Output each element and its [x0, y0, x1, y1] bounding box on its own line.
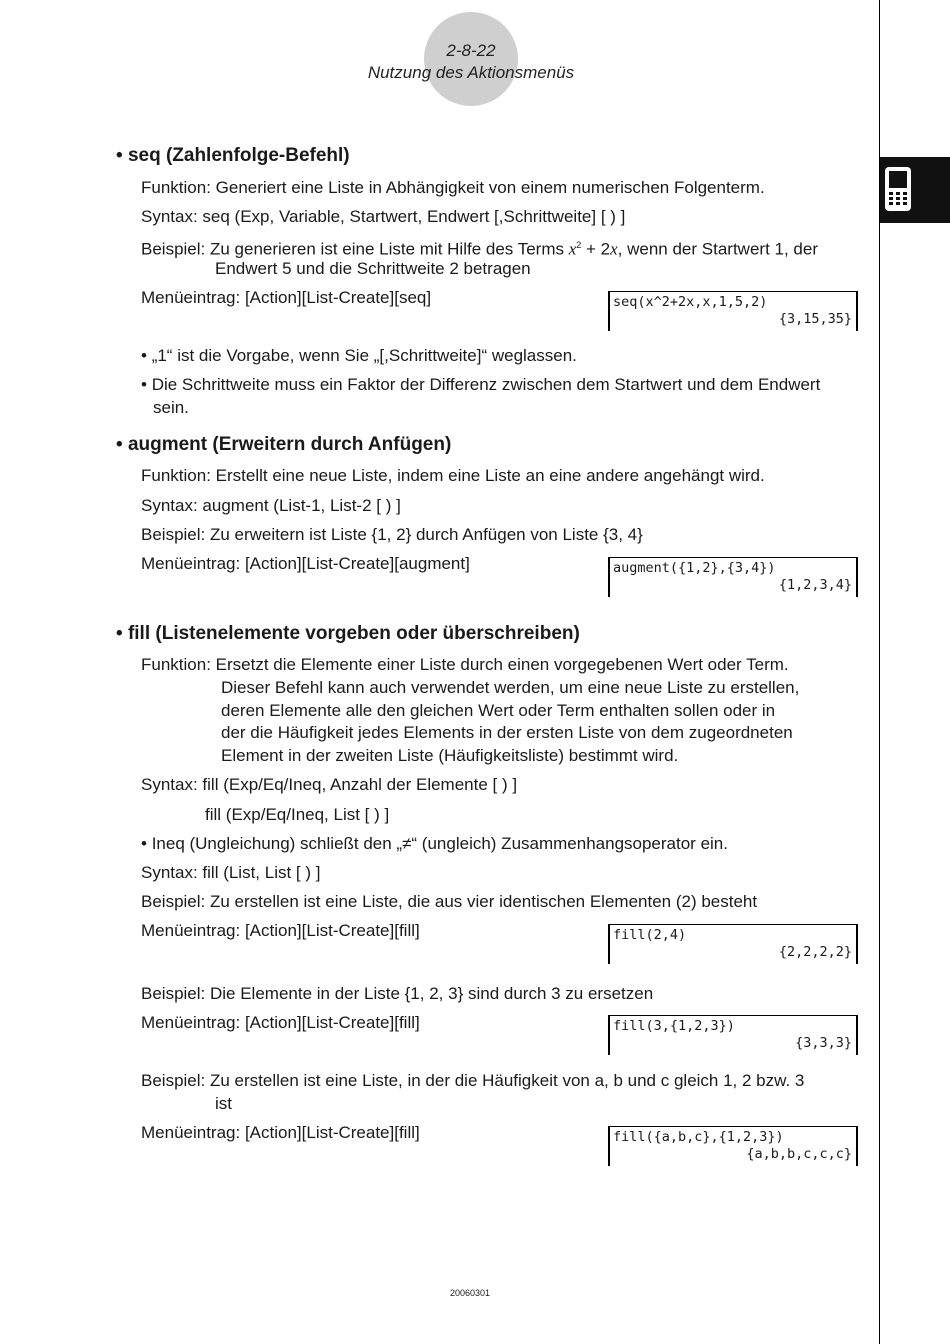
chapter-tab: [880, 157, 950, 223]
fill-beispiel-2: Beispiel: Die Elemente in der Liste {1, 2, 3} sind durch 3 zu ersetzen: [141, 984, 654, 1003]
page-number: 2-8-22: [446, 41, 496, 60]
seq-calculator-screen: [608, 291, 858, 331]
screen-input: augment({1,2},{3,4}): [613, 560, 776, 576]
seq-beispiel: Beispiel: Zu generieren ist eine Liste mit Hilfe des Terms $x^2 + 2x$, wenn der Startwert 1, der: [141, 239, 818, 259]
screen-input: fill(2,4): [613, 927, 687, 943]
seq-beispiel-line2: Endwert 5 und die Schrittweite 2 betragen: [215, 259, 531, 278]
fill-funktion-line2: Dieser Befehl kann auch verwendet werden, um eine neue Liste zu erstellen,: [221, 678, 800, 697]
screen-result: {3,3,3}: [795, 1035, 852, 1051]
seq-note-1: • „1“ ist die Vorgabe, wenn Sie „[,Schrittweite]“ weglassen.: [141, 346, 577, 365]
seq-menu-entry: Menüeintrag: [Action][List-Create][seq]: [141, 288, 432, 307]
fill-funktion: Funktion: Ersetzt die Elemente einer Liste durch einen vorgegebenen Wert oder Term.: [141, 655, 789, 674]
page-title: Nutzung des Aktionsmenüs: [367, 63, 575, 82]
screen-result: {3,15,35}: [778, 311, 852, 327]
fill-beispiel-1: Beispiel: Zu erstellen ist eine Liste, die aus vier identischen Elementen (2) besteht: [141, 892, 758, 911]
augment-syntax: Syntax: augment (List-1, List-2 [ ) ]: [141, 496, 401, 515]
seq-syntax: Syntax: seq (Exp, Variable, Startwert, Endwert [,Schrittweite] [ ) ]: [141, 207, 626, 226]
augment-beispiel: Beispiel: Zu erweitern ist Liste {1, 2} durch Anfügen von Liste {3, 4}: [141, 525, 643, 544]
calculator-icon: [884, 166, 912, 212]
section-heading-augment: • augment (Erweitern durch Anfügen): [116, 434, 452, 455]
seq-note-2-line2: sein.: [153, 398, 189, 417]
screen-input: fill({a,b,c},{1,2,3}): [613, 1129, 784, 1145]
fill-note: • Ineq (Ungleichung) schließt den „≠“ (ungleich) Zusammenhangsoperator ein.: [141, 834, 728, 853]
fill-menu-entry-1: Menüeintrag: [Action][List-Create][fill]: [141, 921, 420, 940]
fill-syntax-1b: fill (Exp/Eq/Ineq, List [ ) ]: [205, 805, 390, 824]
fill-calculator-screen-1: [608, 924, 858, 964]
fill-menu-entry-3: Menüeintrag: [Action][List-Create][fill]: [141, 1123, 420, 1142]
footer-code: 20060301: [449, 1288, 491, 1298]
fill-funktion-line4: der die Häufigkeit jedes Elements in der ersten Liste von dem zugeordneten: [221, 723, 793, 742]
screen-result: {1,2,3,4}: [778, 577, 852, 593]
fill-funktion-line5: Element in der zweiten Liste (Häufigkeitsliste) bestimmt wird.: [221, 746, 679, 765]
section-heading-seq: • seq (Zahlenfolge-Befehl): [116, 145, 350, 166]
augment-calculator-screen: [608, 557, 858, 597]
seq-note-2: • Die Schrittweite muss ein Faktor der Differenz zwischen dem Startwert und dem Endwert: [141, 375, 821, 394]
augment-funktion: Funktion: Erstellt eine neue Liste, indem eine Liste an eine andere angehängt wird.: [141, 466, 765, 485]
fill-syntax-1: Syntax: fill (Exp/Eq/Ineq, Anzahl der Elemente [ ) ]: [141, 775, 518, 794]
section-heading-fill: • fill (Listenelemente vorgeben oder überschreiben): [116, 623, 580, 644]
fill-funktion-line3: deren Elemente alle den gleichen Wert oder Term enthalten sollen oder in: [221, 701, 776, 720]
fill-beispiel-3-line2: ist: [215, 1094, 232, 1113]
screen-input: fill(3,{1,2,3}): [613, 1018, 735, 1034]
screen-result: {2,2,2,2}: [778, 944, 852, 960]
fill-beispiel-3: Beispiel: Zu erstellen ist eine Liste, in der die Häufigkeit von a, b und c gleich 1, 2 bzw. 3: [141, 1071, 805, 1090]
fill-syntax-2: Syntax: fill (List, List [ ) ]: [141, 863, 321, 882]
fill-calculator-screen-2: [608, 1015, 858, 1055]
seq-funktion: Funktion: Generiert eine Liste in Abhängigkeit von einem numerischen Folgenterm.: [141, 178, 765, 197]
fill-calculator-screen-3: [608, 1126, 858, 1166]
screen-result: {a,b,b,c,c,c}: [746, 1146, 852, 1162]
fill-menu-entry-2: Menüeintrag: [Action][List-Create][fill]: [141, 1013, 420, 1032]
augment-menu-entry: Menüeintrag: [Action][List-Create][augment]: [141, 554, 470, 573]
screen-input: seq(x^2+2x,x,1,5,2): [613, 294, 768, 310]
